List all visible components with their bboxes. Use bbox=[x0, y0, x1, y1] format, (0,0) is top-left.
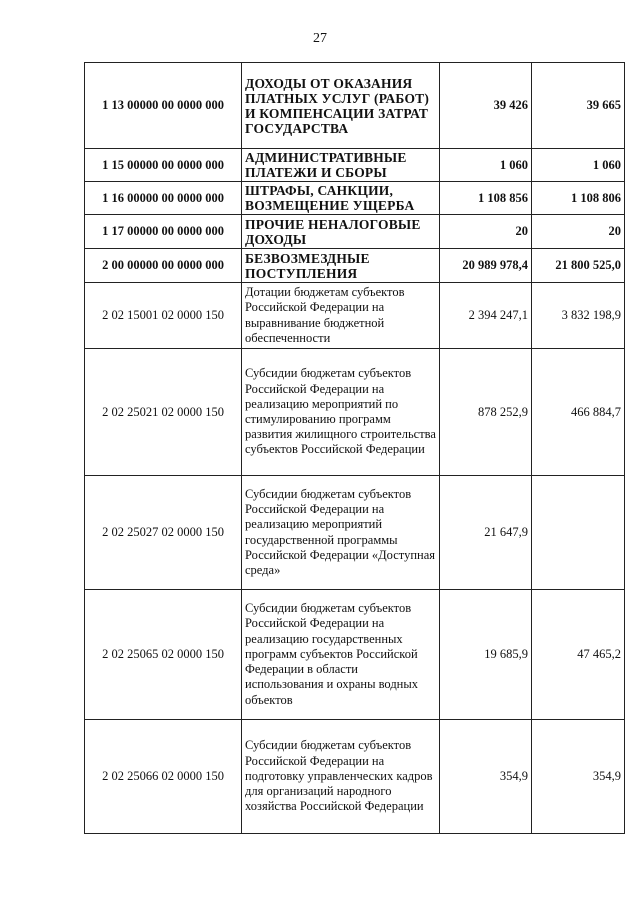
table-row bbox=[85, 349, 625, 476]
row-value-2: 3 832 198,9 bbox=[532, 283, 625, 349]
row-value-1: 878 252,9 bbox=[440, 349, 532, 476]
row-name: БЕЗВОЗМЕЗДНЫЕ ПОСТУПЛЕНИЯ bbox=[242, 249, 440, 283]
row-code: 2 00 00000 00 0000 000 bbox=[85, 249, 242, 283]
row-value-2: 1 060 bbox=[532, 149, 625, 182]
row-value-1: 354,9 bbox=[440, 720, 532, 834]
table-row bbox=[85, 720, 625, 834]
row-code: 1 15 00000 00 0000 000 bbox=[85, 149, 242, 182]
row-name: ДОХОДЫ ОТ ОКАЗАНИЯ ПЛАТНЫХ УСЛУГ (РАБОТ) И КОМПЕНСАЦИИ ЗАТРАТ ГОСУДАРСТВА bbox=[242, 63, 440, 149]
row-value-2: 20 bbox=[532, 215, 625, 249]
row-value-1: 20 989 978,4 bbox=[440, 249, 532, 283]
row-value-2: 21 800 525,0 bbox=[532, 249, 625, 283]
table-row bbox=[85, 590, 625, 720]
table-row bbox=[85, 182, 625, 215]
page-number: 27 bbox=[313, 31, 327, 46]
row-value-2: 39 665 bbox=[532, 63, 625, 149]
row-code: 1 16 00000 00 0000 000 bbox=[85, 182, 242, 215]
row-name: АДМИНИСТРАТИВНЫЕ ПЛАТЕЖИ И СБОРЫ bbox=[242, 149, 440, 182]
row-value-1: 1 108 856 bbox=[440, 182, 532, 215]
row-value-2: 47 465,2 bbox=[532, 590, 625, 720]
row-code: 2 02 25065 02 0000 150 bbox=[85, 590, 242, 720]
row-code: 2 02 25066 02 0000 150 bbox=[85, 720, 242, 834]
row-value-1: 1 060 bbox=[440, 149, 532, 182]
row-name: Субсидии бюджетам субъектов Российской Федерации на реализацию мероприятий по стимулированию программ развития жилищного строительства субъектов Российской Федерации bbox=[242, 349, 440, 476]
row-code: 2 02 15001 02 0000 150 bbox=[85, 283, 242, 349]
row-value-2 bbox=[532, 476, 625, 590]
row-name: ШТРАФЫ, САНКЦИИ, ВОЗМЕЩЕНИЕ УЩЕРБА bbox=[242, 182, 440, 215]
table-row bbox=[85, 149, 625, 182]
row-name: Дотации бюджетам субъектов Российской Федерации на выравнивание бюджетной обеспеченности bbox=[242, 283, 440, 349]
row-value-1: 39 426 bbox=[440, 63, 532, 149]
row-code: 1 17 00000 00 0000 000 bbox=[85, 215, 242, 249]
row-name: ПРОЧИЕ НЕНАЛОГОВЫЕ ДОХОДЫ bbox=[242, 215, 440, 249]
row-code: 2 02 25027 02 0000 150 bbox=[85, 476, 242, 590]
row-code: 1 13 00000 00 0000 000 bbox=[85, 63, 242, 149]
row-code: 2 02 25021 02 0000 150 bbox=[85, 349, 242, 476]
row-name: Субсидии бюджетам субъектов Российской Федерации на подготовку управленческих кадров для организаций народного хозяйства Российской Федерации bbox=[242, 720, 440, 834]
table-row bbox=[85, 249, 625, 283]
row-value-2: 354,9 bbox=[532, 720, 625, 834]
table-row bbox=[85, 63, 625, 149]
row-value-1: 2 394 247,1 bbox=[440, 283, 532, 349]
table-row bbox=[85, 215, 625, 249]
row-name: Субсидии бюджетам субъектов Российской Федерации на реализацию мероприятий государственной программы Российской Федерации «Доступная среда» bbox=[242, 476, 440, 590]
row-value-1: 19 685,9 bbox=[440, 590, 532, 720]
budget-revenue-table bbox=[84, 62, 625, 834]
row-value-1: 20 bbox=[440, 215, 532, 249]
table-row bbox=[85, 283, 625, 349]
row-name: Субсидии бюджетам субъектов Российской Федерации на реализацию государственных программ субъектов Российской Федерации в области использования и охраны водных объектов bbox=[242, 590, 440, 720]
row-value-2: 1 108 806 bbox=[532, 182, 625, 215]
table-row bbox=[85, 476, 625, 590]
row-value-2: 466 884,7 bbox=[532, 349, 625, 476]
row-value-1: 21 647,9 bbox=[440, 476, 532, 590]
